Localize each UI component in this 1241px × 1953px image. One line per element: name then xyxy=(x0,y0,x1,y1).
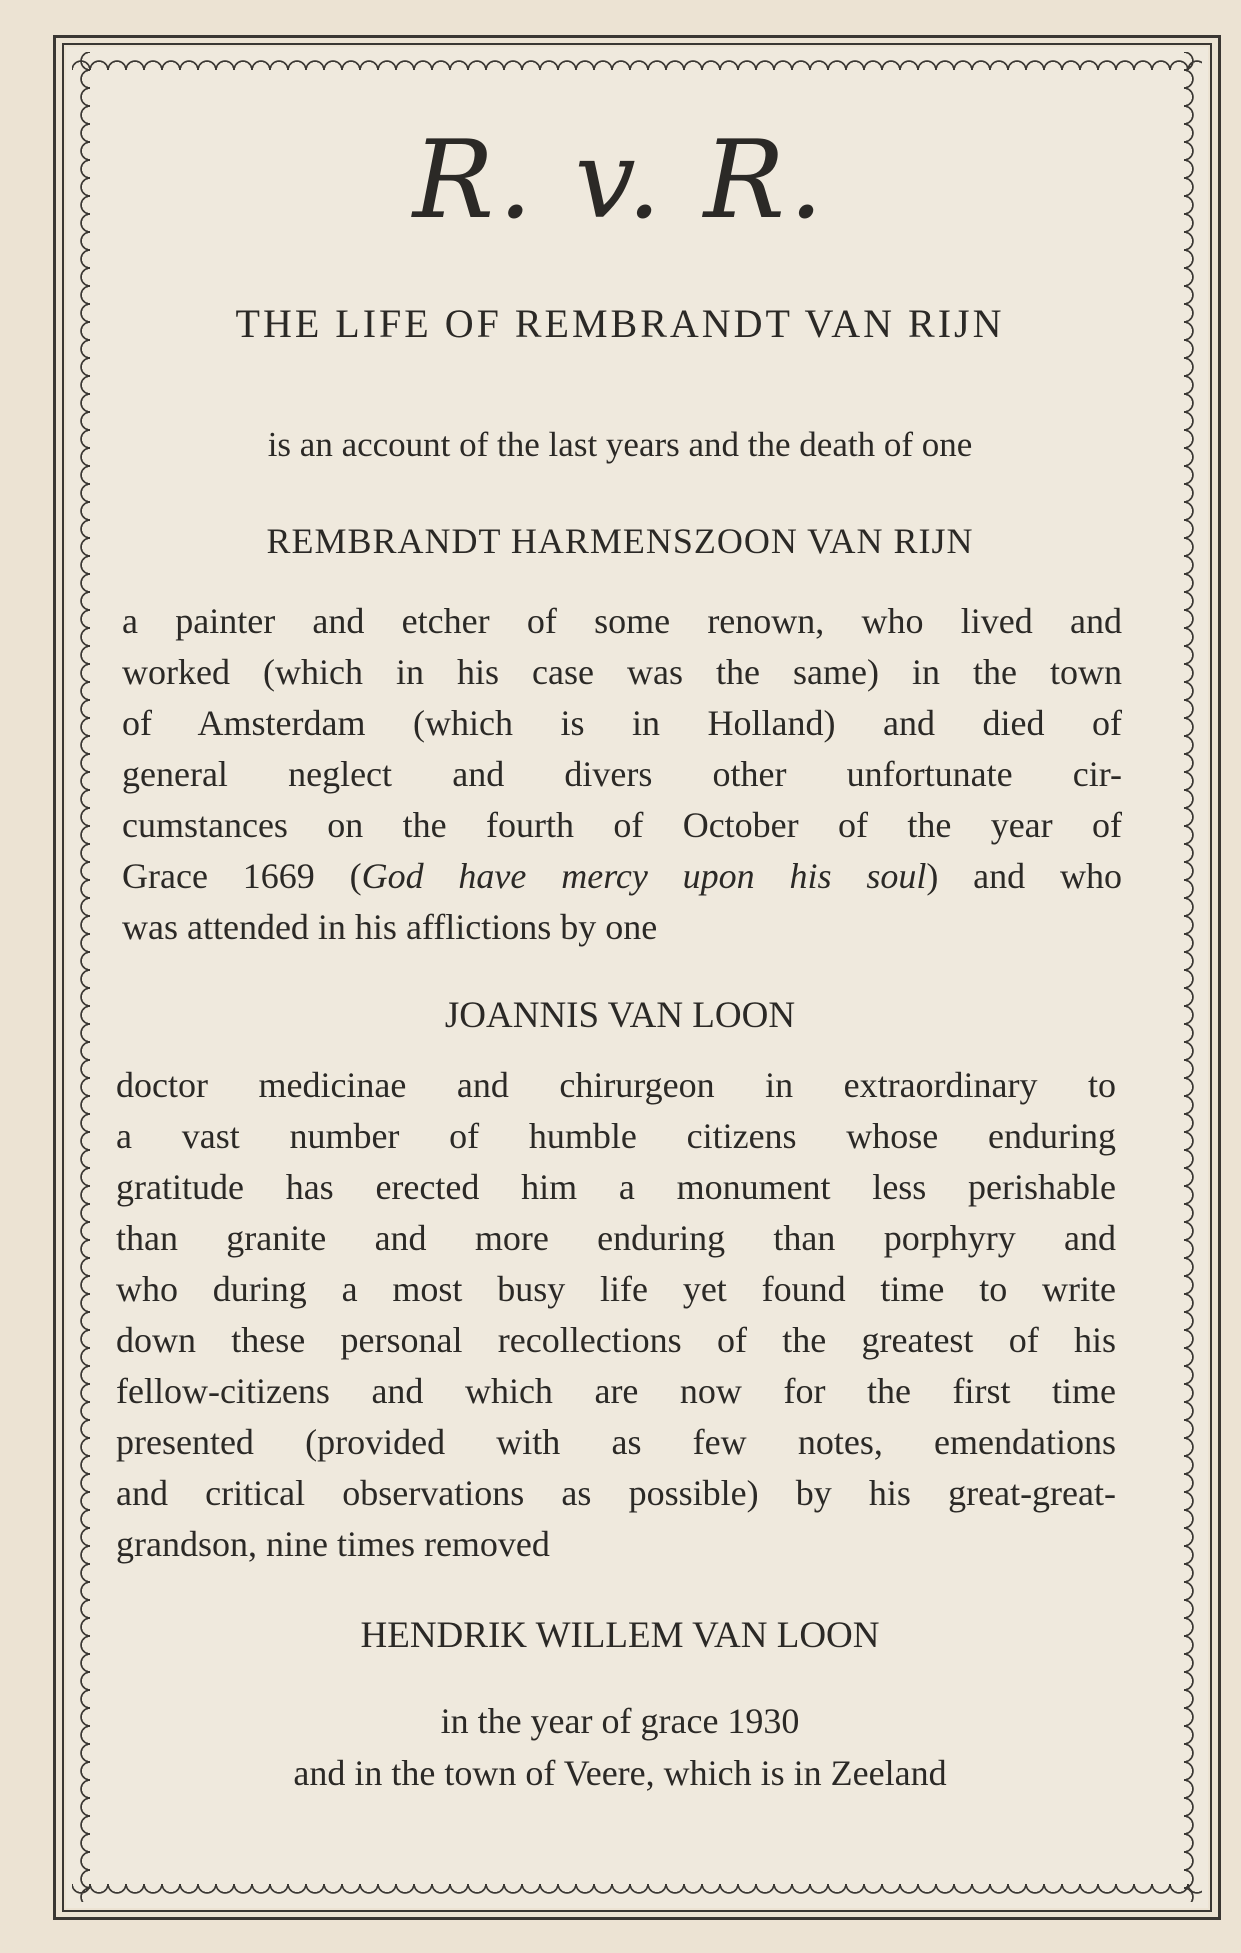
text-line: a painter and etcher of some renown, who lived and xyxy=(122,601,1122,641)
paragraph-1 xyxy=(122,596,1122,953)
italic-prayer: God have mercy upon his soul xyxy=(361,856,927,896)
text-span: ) and who xyxy=(926,856,1122,896)
ornamental-border-bottom xyxy=(72,1884,1202,1902)
text-span: Grace 1669 ( xyxy=(122,856,362,896)
text-line: cumstances on the fourth of October of the year of xyxy=(122,805,1122,845)
closing-line-1: in the year of grace 1930 xyxy=(440,1701,800,1741)
text-line xyxy=(122,851,1122,902)
text-line: worked (which in his case was the same) in the town xyxy=(122,652,1122,692)
text-line: was attended in his afflictions by one xyxy=(122,907,658,947)
text-line: general neglect and divers other unfortunate cir- xyxy=(122,754,1122,794)
text-line: a vast number of humble citizens whose enduring xyxy=(116,1116,1116,1156)
ornamental-border-right xyxy=(1184,52,1202,1902)
text-line: and critical observations as possible) by his great-great- xyxy=(116,1473,1116,1513)
text-line: doctor medicinae and chirurgeon in extraordinary to xyxy=(116,1065,1116,1105)
text-line: down these personal recollections of the greatest of his xyxy=(116,1320,1116,1360)
text-line: gratitude has erected him a monument less perishable xyxy=(116,1167,1116,1207)
book-title: THE LIFE OF REMBRANDT VAN RIJN xyxy=(235,301,1005,346)
text-line: who during a most busy life yet found time to write xyxy=(116,1269,1116,1309)
text-line: presented (provided with as few notes, emendations xyxy=(116,1422,1116,1462)
monogram: R. v. R. xyxy=(412,118,828,243)
author-name: JOANNIS VAN LOON xyxy=(444,995,796,1036)
intro-line: is an account of the last years and the death of one xyxy=(267,425,973,464)
ornamental-border-left xyxy=(72,52,90,1902)
subject-name: REMBRANDT HARMENSZOON VAN RIJN xyxy=(266,521,974,561)
text-line: grandson, nine times removed xyxy=(116,1524,550,1564)
text-line: fellow-citizens and which are now for the first time xyxy=(116,1371,1116,1411)
text-line: than granite and more enduring than porphyry and xyxy=(116,1218,1116,1258)
ornamental-border-top xyxy=(72,52,1202,70)
text-line: of Amsterdam (which is in Holland) and died of xyxy=(122,703,1122,743)
paragraph-2 xyxy=(116,1060,1116,1570)
editor-name: HENDRIK WILLEM VAN LOON xyxy=(360,1615,880,1656)
closing-line-2: and in the town of Veere, which is in Zeeland xyxy=(293,1753,947,1793)
